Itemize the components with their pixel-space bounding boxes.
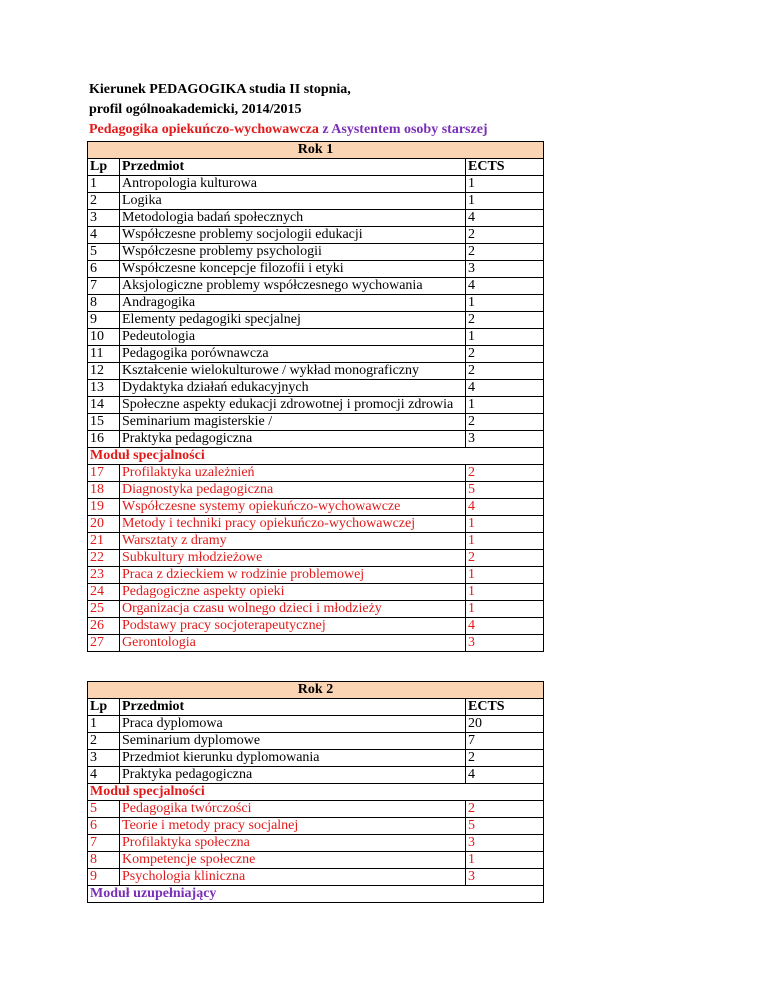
row-subject: Współczesne problemy socjologii edukacji	[120, 227, 466, 244]
row-lp: 21	[88, 533, 120, 550]
row-subject: Gerontologia	[120, 635, 466, 652]
table-row	[88, 533, 544, 550]
table-row	[88, 618, 544, 635]
table-row	[88, 835, 544, 852]
table-row	[88, 635, 544, 652]
row-lp: 8	[88, 852, 120, 869]
row-lp: 27	[88, 635, 120, 652]
row-ects: 5	[466, 482, 544, 499]
row-subject: Diagnostyka pedagogiczna	[120, 482, 466, 499]
table-row	[88, 193, 544, 210]
table-row	[88, 431, 544, 448]
table-row	[88, 852, 544, 869]
table-row	[88, 716, 544, 733]
table-row	[88, 869, 544, 886]
row-ects: 2	[466, 465, 544, 482]
table-row	[88, 414, 544, 431]
row-ects: 20	[466, 716, 544, 733]
row-subject: Współczesne problemy psychologii	[120, 244, 466, 261]
table-row	[88, 550, 544, 567]
row-subject: Podstawy pracy socjoterapeutycznej	[120, 618, 466, 635]
row-ects: 1	[466, 329, 544, 346]
row-ects: 3	[466, 261, 544, 278]
row-subject: Pedeutologia	[120, 329, 466, 346]
row-lp: 14	[88, 397, 120, 414]
module-uzupelniajacy-label: Moduł uzupełniający	[88, 886, 544, 903]
row-lp: 13	[88, 380, 120, 397]
table-row	[88, 767, 544, 784]
col-ects-header: ECTS	[466, 699, 544, 716]
row-ects: 3	[466, 431, 544, 448]
row-lp: 6	[88, 261, 120, 278]
module-row	[88, 448, 544, 465]
row-lp: 12	[88, 363, 120, 380]
row-lp: 19	[88, 499, 120, 516]
row-subject: Pedagogika twórczości	[120, 801, 466, 818]
row-subject: Teorie i metody pracy socjalnej	[120, 818, 466, 835]
row-lp: 5	[88, 244, 120, 261]
table-row	[88, 397, 544, 414]
table-row	[88, 584, 544, 601]
table-row	[88, 312, 544, 329]
row-subject: Profilaktyka społeczna	[120, 835, 466, 852]
row-subject: Aksjologiczne problemy współczesnego wychowania	[120, 278, 466, 295]
row-ects: 4	[466, 210, 544, 227]
row-lp: 1	[88, 716, 120, 733]
row-subject: Andragogika	[120, 295, 466, 312]
table-row	[88, 380, 544, 397]
table-row	[88, 567, 544, 584]
row-subject: Logika	[120, 193, 466, 210]
row-subject: Kształcenie wielokulturowe / wykład monograficzny	[120, 363, 466, 380]
row-ects: 2	[466, 312, 544, 329]
row-ects: 1	[466, 516, 544, 533]
row-lp: 2	[88, 193, 120, 210]
row-lp: 9	[88, 869, 120, 886]
table-row	[88, 801, 544, 818]
col-subject-header: Przedmiot	[120, 159, 466, 176]
row-lp: 15	[88, 414, 120, 431]
row-subject: Praktyka pedagogiczna	[120, 431, 466, 448]
row-subject: Organizacja czasu wolnego dzieci i młodzieży	[120, 601, 466, 618]
row-ects: 1	[466, 584, 544, 601]
year-2-table	[87, 681, 544, 903]
row-ects: 1	[466, 852, 544, 869]
row-lp: 18	[88, 482, 120, 499]
row-subject: Przedmiot kierunku dyplomowania	[120, 750, 466, 767]
row-ects: 4	[466, 767, 544, 784]
row-subject: Praca z dzieckiem w rodzinie problemowej	[120, 567, 466, 584]
table-row	[88, 818, 544, 835]
row-lp: 6	[88, 818, 120, 835]
row-subject: Subkultury młodzieżowe	[120, 550, 466, 567]
column-header-row	[88, 159, 544, 176]
table-row	[88, 210, 544, 227]
row-subject: Społeczne aspekty edukacji zdrowotnej i promocji zdrowia	[120, 397, 466, 414]
table-row	[88, 465, 544, 482]
row-lp: 5	[88, 801, 120, 818]
table-row	[88, 329, 544, 346]
row-ects: 2	[466, 414, 544, 431]
row-ects: 2	[466, 801, 544, 818]
row-ects: 4	[466, 499, 544, 516]
row-ects: 1	[466, 397, 544, 414]
row-lp: 3	[88, 210, 120, 227]
table-row	[88, 482, 544, 499]
row-lp: 1	[88, 176, 120, 193]
row-lp: 25	[88, 601, 120, 618]
header-specialization	[89, 120, 488, 140]
row-ects: 2	[466, 227, 544, 244]
document-header	[89, 80, 488, 140]
row-lp: 7	[88, 278, 120, 295]
row-ects: 2	[466, 750, 544, 767]
year-2-title: Rok 2	[88, 682, 544, 699]
row-subject: Pedagogiczne aspekty opieki	[120, 584, 466, 601]
row-subject: Praktyka pedagogiczna	[120, 767, 466, 784]
year-header-row	[88, 682, 544, 699]
row-ects: 1	[466, 176, 544, 193]
row-lp: 3	[88, 750, 120, 767]
module-specjalnosci-label: Moduł specjalności	[88, 784, 544, 801]
table-row	[88, 295, 544, 312]
header-line-1: Kierunek PEDAGOGIKA studia II stopnia,	[89, 82, 351, 97]
table-row	[88, 176, 544, 193]
row-lp: 7	[88, 835, 120, 852]
row-ects: 1	[466, 601, 544, 618]
row-ects: 7	[466, 733, 544, 750]
row-lp: 24	[88, 584, 120, 601]
row-subject: Współczesne systemy opiekuńczo-wychowawcze	[120, 499, 466, 516]
row-subject: Dydaktyka działań edukacyjnych	[120, 380, 466, 397]
row-subject: Profilaktyka uzależnień	[120, 465, 466, 482]
row-subject: Współczesne koncepcje filozofii i etyki	[120, 261, 466, 278]
table-row	[88, 346, 544, 363]
row-lp: 26	[88, 618, 120, 635]
year-1-table	[87, 141, 544, 652]
row-lp: 22	[88, 550, 120, 567]
table-row	[88, 363, 544, 380]
table-row	[88, 278, 544, 295]
table-row	[88, 750, 544, 767]
row-ects: 3	[466, 835, 544, 852]
specialization-name: Pedagogika opiekuńczo-wychowawcza	[89, 122, 319, 137]
table-row	[88, 261, 544, 278]
col-subject-header: Przedmiot	[120, 699, 466, 716]
row-ects: 2	[466, 346, 544, 363]
row-ects: 1	[466, 567, 544, 584]
row-lp: 23	[88, 567, 120, 584]
row-ects: 2	[466, 363, 544, 380]
year-header-row	[88, 142, 544, 159]
row-ects: 5	[466, 818, 544, 835]
col-ects-header: ECTS	[466, 159, 544, 176]
table-row	[88, 516, 544, 533]
row-lp: 4	[88, 227, 120, 244]
col-lp-header: Lp	[88, 159, 120, 176]
row-subject: Psychologia kliniczna	[120, 869, 466, 886]
row-ects: 4	[466, 380, 544, 397]
row-subject: Warsztaty z dramy	[120, 533, 466, 550]
row-subject: Antropologia kulturowa	[120, 176, 466, 193]
table-row	[88, 601, 544, 618]
row-lp: 20	[88, 516, 120, 533]
row-lp: 11	[88, 346, 120, 363]
row-subject: Seminarium dyplomowe	[120, 733, 466, 750]
module-specjalnosci-label: Moduł specjalności	[88, 448, 544, 465]
row-subject: Elementy pedagogiki specjalnej	[120, 312, 466, 329]
row-subject: Kompetencje społeczne	[120, 852, 466, 869]
column-header-row	[88, 699, 544, 716]
row-lp: 8	[88, 295, 120, 312]
row-lp: 10	[88, 329, 120, 346]
table-row	[88, 244, 544, 261]
row-ects: 1	[466, 193, 544, 210]
row-lp: 2	[88, 733, 120, 750]
col-lp-header: Lp	[88, 699, 120, 716]
row-ects: 1	[466, 533, 544, 550]
row-lp: 16	[88, 431, 120, 448]
row-lp: 9	[88, 312, 120, 329]
table-row	[88, 227, 544, 244]
year-1-title: Rok 1	[88, 142, 544, 159]
header-line-2: profil ogólnoakademicki, 2014/2015	[89, 102, 302, 117]
row-subject: Metodologia badań społecznych	[120, 210, 466, 227]
table-row	[88, 733, 544, 750]
module-row	[88, 886, 544, 903]
row-ects: 4	[466, 278, 544, 295]
row-ects: 1	[466, 295, 544, 312]
table-row	[88, 499, 544, 516]
row-lp: 17	[88, 465, 120, 482]
row-ects: 4	[466, 618, 544, 635]
row-ects: 2	[466, 244, 544, 261]
row-subject: Seminarium magisterskie /	[120, 414, 466, 431]
row-ects: 3	[466, 869, 544, 886]
row-subject: Pedagogika porównawcza	[120, 346, 466, 363]
row-ects: 3	[466, 635, 544, 652]
row-ects: 2	[466, 550, 544, 567]
row-subject: Metody i techniki pracy opiekuńczo-wychowawczej	[120, 516, 466, 533]
row-subject: Praca dyplomowa	[120, 716, 466, 733]
specialization-path: z Asystentem osoby starszej	[318, 122, 488, 137]
module-row	[88, 784, 544, 801]
row-lp: 4	[88, 767, 120, 784]
